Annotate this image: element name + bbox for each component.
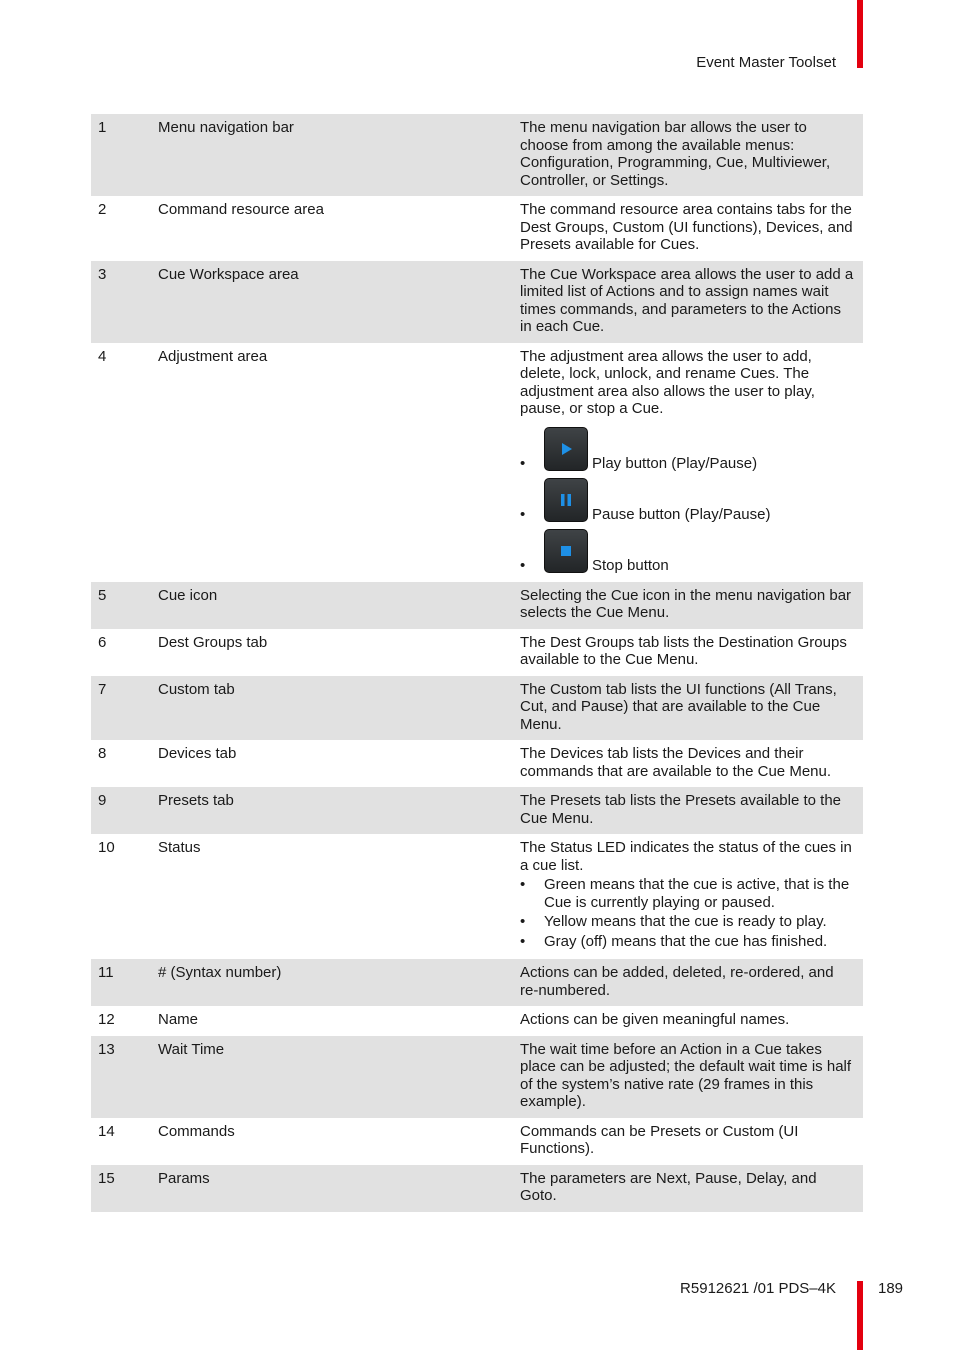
row-description: The Devices tab lists the Devices and their commands that are available to the Cue Menu.	[520, 745, 832, 780]
play-icon	[559, 442, 573, 456]
pause-icon	[559, 493, 573, 507]
table-row	[91, 676, 863, 741]
row-number: 7	[91, 676, 158, 741]
status-bullet-list	[520, 876, 855, 950]
row-name: Dest Groups tab	[158, 633, 268, 651]
table-row	[91, 1165, 863, 1212]
row-description: The command resource area contains tabs for the Dest Groups, Custom (UI functions), Devices, and Presets available for Cues.	[520, 201, 853, 253]
table-row	[91, 787, 863, 834]
row-name: Menu navigation bar	[158, 114, 520, 196]
table-row	[91, 834, 863, 959]
table-row	[91, 629, 863, 676]
row-description: Actions can be given meaningful names.	[520, 1011, 790, 1028]
row-description: The menu navigation bar allows the user to choose from among the available menus: Configuration, Programming, Cue, Multiviewer, Controller, or Settings.	[520, 114, 863, 196]
reference-table	[91, 114, 863, 1212]
row-description-cell	[520, 343, 863, 582]
row-name: # (Syntax number)	[158, 959, 520, 1006]
row-name: Command resource area	[158, 201, 324, 218]
row-name: Devices tab	[158, 745, 237, 762]
table-row	[91, 114, 863, 196]
table-row	[91, 582, 863, 629]
accent-bar-bottom	[857, 1281, 863, 1350]
list-item	[520, 473, 855, 524]
button-list	[520, 422, 855, 575]
row-description: The Custom tab lists the UI functions (All Trans, Cut, and Pause) that are available to the Cue Menu.	[520, 676, 863, 741]
row-number: 4	[98, 347, 107, 365]
row-description: The Presets tab lists the Presets available to the Cue Menu.	[520, 787, 863, 834]
table-row	[91, 1036, 863, 1118]
row-description: The Cue Workspace area allows the user to add a limited list of Actions and to assign names wait times commands, and parameters to the Actions in each Cue.	[520, 261, 863, 343]
row-name: Commands	[158, 1122, 235, 1140]
footer-document-id: R5912621 /01 PDS–4K	[680, 1280, 836, 1297]
row-number: 15	[91, 1165, 158, 1212]
row-number: 11	[91, 959, 158, 1006]
table-row	[91, 740, 863, 787]
play-button-image	[544, 427, 588, 471]
list-item: • Green means that the cue is active, that is the Cue is currently playing or paused.	[520, 876, 855, 911]
row-description: Commands can be Presets or Custom (UI Functions).	[520, 1122, 799, 1157]
row-number: 14	[98, 1122, 115, 1140]
row-description: The Dest Groups tab lists the Destination Groups available to the Cue Menu.	[520, 633, 847, 668]
row-name: Cue Workspace area	[158, 261, 520, 343]
header-title: Event Master Toolset	[696, 54, 836, 71]
button-label: • Stop button	[592, 557, 669, 574]
page-number: 189	[878, 1280, 904, 1297]
stop-icon	[560, 545, 572, 557]
row-number: 8	[98, 745, 107, 762]
row-name: Wait Time	[158, 1036, 520, 1118]
table-row	[91, 261, 863, 343]
row-description: Selecting the Cue icon in the menu navigation bar selects the Cue Menu.	[520, 582, 863, 629]
stop-button-image	[544, 529, 588, 573]
table-row	[91, 196, 863, 261]
row-number: 2	[98, 201, 107, 218]
row-name: Name	[158, 1011, 199, 1028]
row-description: The adjustment area allows the user to add, delete, lock, unlock, and rename Cues. The adjustment area also allows the user to play, pause, or stop a Cue.	[520, 347, 815, 417]
row-number: 1	[91, 114, 158, 196]
row-name: Params	[158, 1165, 520, 1212]
table-row	[91, 1118, 863, 1165]
table-row	[91, 959, 863, 1006]
row-description-cell	[520, 834, 863, 959]
row-name: Status	[158, 839, 201, 856]
row-number: 13	[91, 1036, 158, 1118]
row-name: Cue icon	[158, 582, 520, 629]
row-number: 10	[98, 839, 115, 856]
row-name: Adjustment area	[158, 347, 268, 365]
list-item: • Yellow means that the cue is ready to play.	[520, 913, 855, 931]
list-item: • Gray (off) means that the cue has finished.	[520, 933, 855, 951]
row-name: Custom tab	[158, 676, 520, 741]
table-row	[91, 1006, 863, 1036]
row-description: The Status LED indicates the status of the cues in a cue list.	[520, 839, 852, 874]
row-description: The parameters are Next, Pause, Delay, and Goto.	[520, 1165, 863, 1212]
list-item	[520, 422, 855, 473]
row-number: 3	[91, 261, 158, 343]
pause-button-image	[544, 478, 588, 522]
row-description: Actions can be added, deleted, re-ordered, and re-numbered.	[520, 959, 863, 1006]
row-name: Presets tab	[158, 787, 520, 834]
row-number: 6	[98, 633, 107, 651]
row-number: 5	[91, 582, 158, 629]
list-item	[520, 524, 855, 575]
button-label: • Pause button (Play/Pause)	[592, 506, 771, 523]
row-number: 9	[91, 787, 158, 834]
table-row	[91, 343, 863, 582]
button-label: • Play button (Play/Pause)	[592, 455, 758, 472]
row-description: The wait time before an Action in a Cue takes place can be adjusted; the default wait time is half of the system’s native rate (29 frames in this example).	[520, 1036, 863, 1118]
row-number: 12	[98, 1011, 115, 1028]
accent-bar-top	[857, 0, 863, 68]
